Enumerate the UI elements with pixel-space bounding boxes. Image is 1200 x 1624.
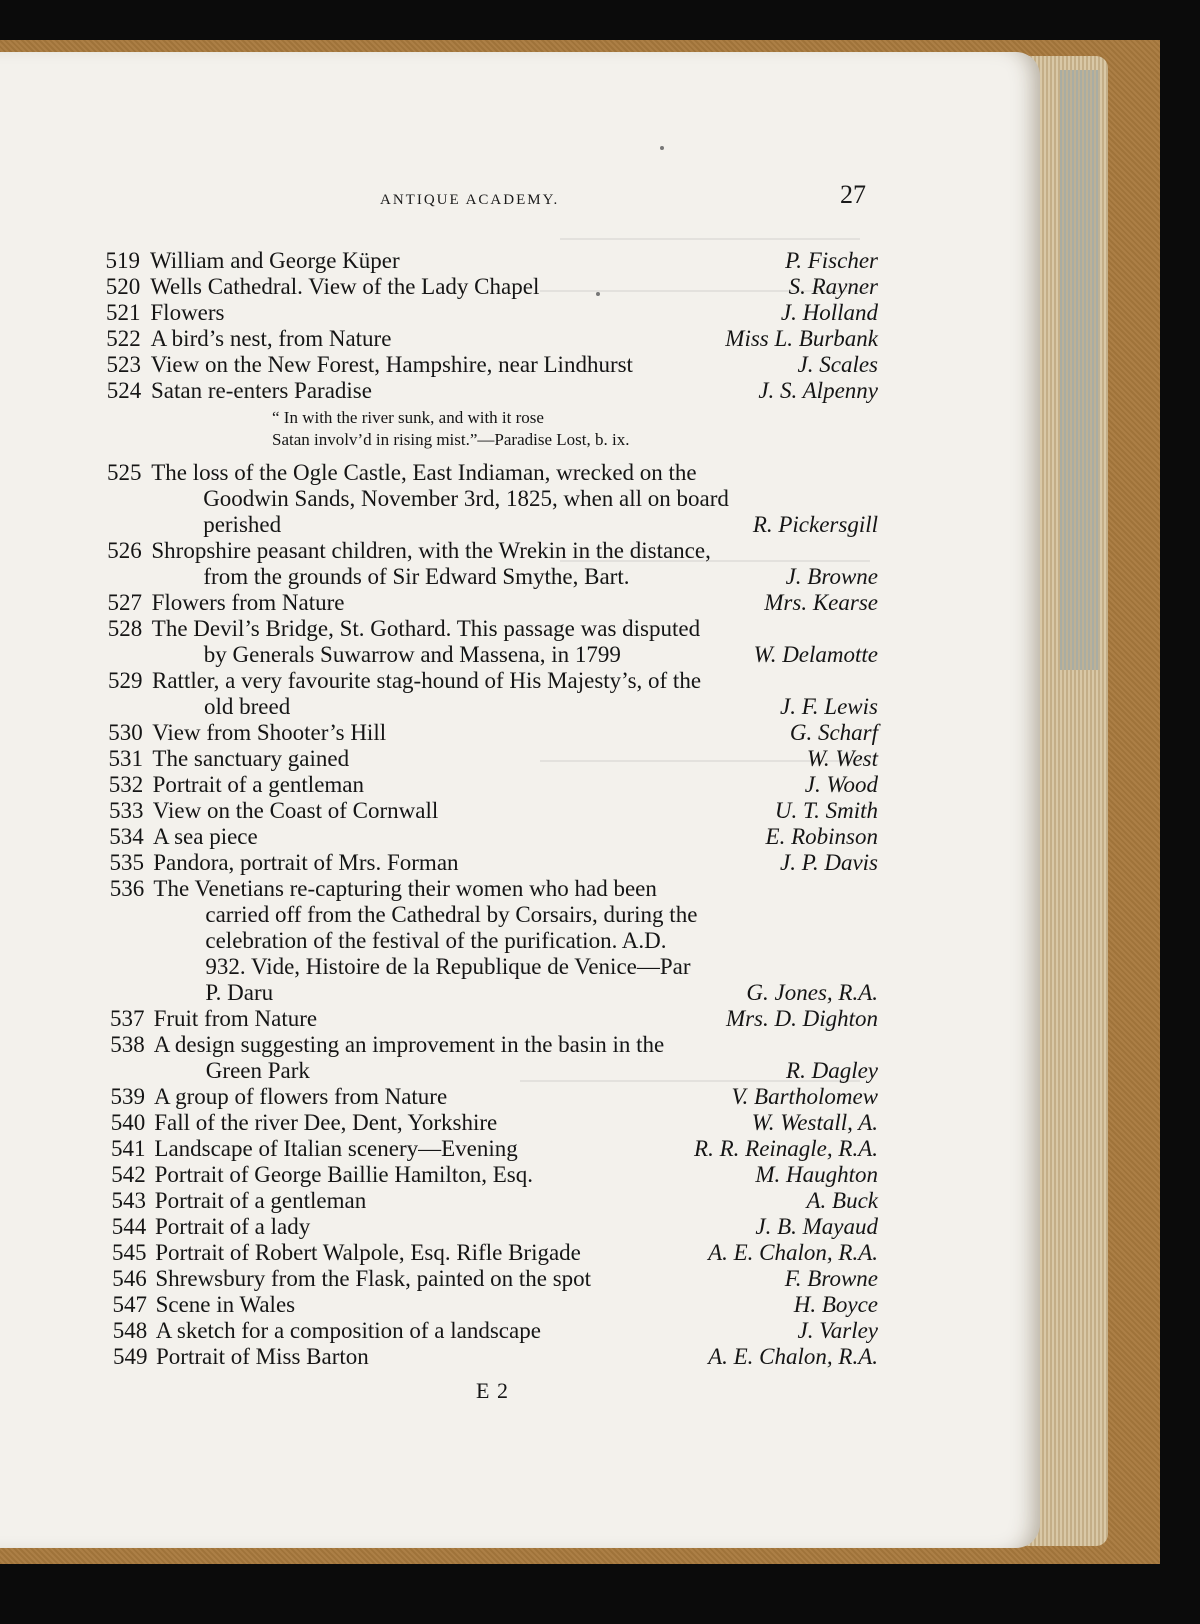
entry-artist: R. Dagley	[786, 1058, 878, 1083]
quote-line-1: “ In with the river sunk, and with it rose	[272, 408, 544, 427]
entry-title-line: Portrait of a gentleman	[152, 772, 364, 797]
entry-title-line: Landscape of Italian scenery—Evening	[154, 1136, 518, 1161]
entry-number: 533	[109, 798, 144, 823]
page-number: 27	[840, 180, 866, 209]
entry-artist: P. Fischer	[785, 248, 878, 273]
entry-artist: J. S. Alpenny	[758, 378, 878, 403]
entry-title-line: The Devil’s Bridge, St. Gothard. This passage was disputed	[151, 616, 701, 641]
page-edges-tint	[1060, 70, 1100, 670]
entry-artist: Mrs. D. Dighton	[725, 1006, 878, 1031]
entry-artist: J. P. Davis	[780, 850, 878, 875]
entry-number: 520	[105, 274, 141, 299]
entry-number: 534	[109, 824, 144, 849]
entry-number: 546	[112, 1266, 147, 1291]
entry-artist: J. Scales	[797, 352, 878, 377]
entry-artist: W. Delamotte	[753, 642, 878, 667]
entry-artist: G. Jones, R.A.	[746, 980, 878, 1005]
entry-number: 540	[110, 1110, 146, 1135]
entry-artist: A. E. Chalon, R.A.	[708, 1240, 878, 1265]
entry-title-line: A group of flowers from Nature	[154, 1084, 448, 1109]
entry-artist: E. Robinson	[765, 824, 878, 849]
running-head: ANTIQUE ACADEMY.	[380, 192, 560, 208]
entry-number: 538	[110, 1032, 145, 1057]
entry-number: 526	[107, 538, 142, 563]
entry-number: 528	[107, 616, 143, 641]
entry-artist: W. Westall, A.	[751, 1110, 878, 1135]
entry-artist: J. Varley	[797, 1318, 878, 1343]
entry-title-line: Satan re-enters Paradise	[151, 378, 372, 403]
entry-title-line: View from Shooter’s Hill	[152, 720, 387, 745]
entry-number: 541	[111, 1136, 146, 1161]
entry-title-line: Portrait of a lady	[155, 1214, 311, 1239]
entry-title-line: Portrait of Robert Walpole, Esq. Rifle Brigade	[155, 1240, 581, 1265]
entry-title-line: View on the Coast of Cornwall	[152, 798, 439, 823]
entry-number: 545	[112, 1240, 147, 1265]
entry-artist: U. T. Smith	[774, 798, 878, 823]
entry-artist: M. Haughton	[755, 1162, 878, 1187]
entry-number: 535	[109, 850, 144, 875]
entry-title-line: Shropshire peasant children, with the Wrekin in the distance,	[151, 538, 711, 563]
page-speck	[596, 292, 600, 296]
entry-artist: W. West	[806, 746, 878, 771]
entry-title-line: The Venetians re-capturing their women who had been	[153, 876, 657, 901]
entry-artist: Miss L. Burbank	[725, 326, 878, 351]
entry-title-line: Rattler, a very favourite stag-hound of His Majesty’s, of the	[152, 668, 702, 693]
entry-title-line: Shrewsbury from the Flask, painted on the spot	[155, 1266, 592, 1291]
entry-number: 532	[108, 772, 144, 797]
entry-title-line: The loss of the Ogle Castle, East Indiaman, wrecked on the	[151, 460, 697, 485]
entry-title-line: from the grounds of Sir Edward Smythe, Bart.	[203, 564, 630, 589]
entry-number: 525	[107, 460, 142, 485]
entry-title-line: Portrait of George Baillie Hamilton, Esq.	[154, 1162, 533, 1187]
entry-title-line: Flowers	[150, 300, 225, 325]
entry-artist: J. B. Mayaud	[755, 1214, 878, 1239]
entry-title-line: Fall of the river Dee, Dent, Yorkshire	[154, 1110, 498, 1135]
entry-title-line: Goodwin Sands, November 3rd, 1825, when all on board	[203, 486, 729, 511]
entry-title-line: P. Daru	[205, 980, 274, 1005]
entry-number: 544	[111, 1214, 147, 1239]
entry-number: 547	[112, 1292, 147, 1317]
entry-title-line: View on the New Forest, Hampshire, near Lindhurst	[150, 352, 633, 377]
entry-number: 542	[111, 1162, 146, 1187]
entry-artist: A. E. Chalon, R.A.	[708, 1344, 878, 1369]
entry-number: 519	[105, 248, 140, 273]
entry-title-line: celebration of the festival of the purification. A.D.	[205, 928, 667, 953]
entry-number: 524	[106, 378, 142, 403]
entry-artist: H. Boyce	[793, 1292, 878, 1317]
entry-number: 548	[112, 1318, 148, 1343]
entry-title-line: Scene in Wales	[155, 1292, 296, 1317]
page-speck	[660, 146, 664, 150]
entry-title-line: William and George Küper	[150, 248, 400, 273]
entry-artist: V. Bartholomew	[731, 1084, 878, 1109]
entry-title-line: Portrait of a gentleman	[154, 1188, 367, 1213]
entry-artist: F. Browne	[784, 1266, 878, 1291]
entry-title-line: A bird’s nest, from Nature	[150, 326, 392, 351]
entry-title-line: Wells Cathedral. View of the Lady Chapel	[150, 274, 540, 299]
entry-title-line: A sea piece	[153, 824, 258, 849]
entry-number: 536	[109, 876, 145, 901]
entry-title-line: A sketch for a composition of a landscape	[155, 1318, 541, 1343]
entry-title-line: 932. Vide, Histoire de la Republique de Venice—Par	[205, 954, 691, 979]
entry-artist: R. R. Reinagle, R.A.	[694, 1136, 878, 1161]
entry-number: 543	[111, 1188, 146, 1213]
quote-line-2: Satan involv’d in rising mist.”—Paradise Lost, b. ix.	[272, 430, 630, 449]
entry-number: 530	[108, 720, 143, 745]
entry-number: 537	[110, 1006, 145, 1031]
entry-title-line: Fruit from Nature	[153, 1006, 318, 1031]
entry-artist: J. Wood	[804, 772, 878, 797]
entry-artist: Mrs. Kearse	[764, 590, 878, 615]
entry-title-line: perished	[203, 512, 282, 537]
entry-artist: R. Pickersgill	[752, 512, 878, 537]
entry-artist: J. F. Lewis	[780, 694, 878, 719]
entry-title-line: Portrait of Miss Barton	[156, 1344, 369, 1369]
entry-title-line: carried off from the Cathedral by Corsairs, during the	[205, 902, 698, 927]
entry-title-line: by Generals Suwarrow and Massena, in 1799	[203, 642, 621, 667]
signature-mark: E 2	[476, 1378, 509, 1403]
entry-title-line: old breed	[204, 694, 291, 719]
entry-number: 523	[106, 352, 141, 377]
entry-number: 529	[108, 668, 143, 693]
entry-artist: S. Rayner	[788, 274, 878, 299]
entry-title-line: A design suggesting an improvement in the basin in the	[153, 1032, 665, 1057]
entry-number: 521	[106, 300, 141, 325]
entry-number: 549	[113, 1344, 148, 1369]
entry-number: 527	[107, 590, 142, 615]
entry-title-line: Flowers from Nature	[151, 590, 345, 615]
entry-title-line: Pandora, portrait of Mrs. Forman	[153, 850, 459, 875]
entry-number: 539	[110, 1084, 145, 1109]
entry-artist: A. Buck	[806, 1188, 878, 1213]
entry-title-line: Green Park	[205, 1058, 310, 1083]
entry-number: 531	[108, 746, 143, 771]
entry-artist: J. Browne	[785, 564, 878, 589]
entry-number: 522	[106, 326, 141, 351]
entry-artist: G. Scharf	[789, 720, 878, 745]
entry-title-line: The sanctuary gained	[152, 746, 350, 771]
entry-artist: J. Holland	[780, 300, 878, 325]
